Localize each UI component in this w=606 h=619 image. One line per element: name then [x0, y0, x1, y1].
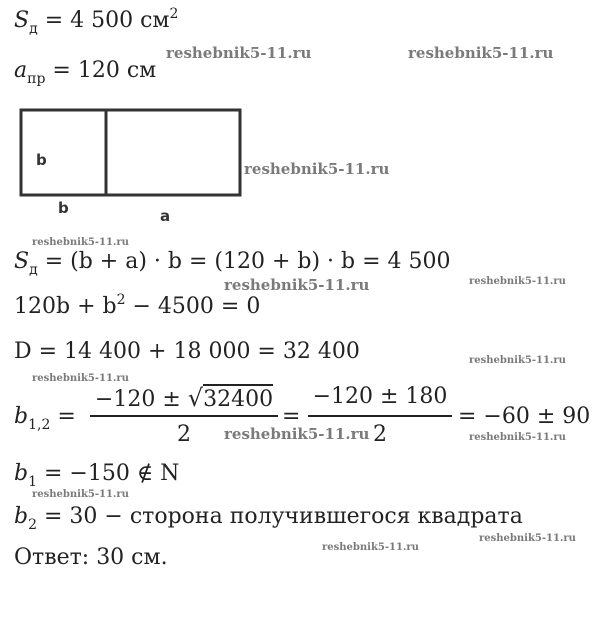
watermark: reshebnik5-11.ru	[469, 355, 566, 366]
roots-subscript: 1,2	[28, 417, 51, 433]
watermark: reshebnik5-11.ru	[166, 44, 312, 62]
area-subscript: д	[29, 21, 38, 37]
roots-rhs: = −60 ± 90	[458, 404, 591, 429]
watermark: reshebnik5-11.ru	[469, 276, 566, 287]
quadratic-part-b: − 4500 = 0	[125, 294, 261, 319]
fraction1-numerator	[88, 384, 280, 412]
b1-symbol: b	[14, 461, 29, 486]
discriminant-text: D = 14 400 + 18 000 = 32 400	[14, 339, 360, 364]
fraction1-bar	[90, 415, 278, 417]
sqrt-icon: √	[187, 384, 204, 412]
quadratic-line	[14, 294, 260, 320]
area-eq-rest: = (b + a) · b = (120 + b) · b = 4 500	[37, 249, 451, 274]
label-b-inside: b	[36, 151, 47, 169]
fraction1-numerator-left: −120 ±	[94, 387, 188, 412]
watermark: reshebnik5-11.ru	[469, 432, 566, 443]
answer-line: Ответ: 30 см.	[14, 545, 168, 570]
watermark: reshebnik5-11.ru	[322, 542, 419, 553]
roots-lhs	[14, 404, 76, 433]
fraction1-denominator: 2	[177, 422, 191, 447]
b1-line	[14, 461, 180, 490]
perimeter-symbol: a	[14, 58, 28, 83]
area-equation-line	[14, 249, 451, 278]
watermark: reshebnik5-11.ru	[244, 160, 390, 178]
quadratic-power: 2	[116, 292, 126, 308]
area-value: = 4 500 см	[37, 8, 170, 33]
fraction2-bar	[308, 415, 452, 417]
b2-subscript: 2	[28, 517, 38, 533]
perimeter-subscript: пр	[27, 71, 46, 87]
roots-symbol: b	[14, 404, 29, 429]
label-a-bottom: a	[160, 207, 171, 225]
fraction2-numerator: −120 ± 180	[312, 384, 448, 409]
b2-text: = 30 − сторона получившегося квадрата	[37, 504, 523, 529]
b1-subscript: 1	[28, 474, 38, 490]
area-unit-power: 2	[169, 6, 179, 22]
fraction-evaluated	[306, 384, 454, 454]
perimeter-value: = 120 см	[45, 58, 157, 83]
b2-line	[14, 504, 523, 533]
fraction-equals: =	[282, 404, 301, 429]
watermark: reshebnik5-11.ru	[479, 533, 576, 544]
watermark: reshebnik5-11.ru	[224, 276, 370, 294]
b1-text: = −150 ∉ N	[37, 461, 180, 486]
watermark: reshebnik5-11.ru	[32, 489, 129, 500]
fraction2-denominator: 2	[373, 422, 387, 447]
area-symbol: S	[14, 8, 30, 33]
label-b-bottom: b	[58, 199, 69, 217]
fraction-quadratic-formula	[88, 384, 280, 454]
quadratic-part-a: 120b + b	[14, 294, 117, 319]
discriminant-line	[14, 339, 360, 365]
area-eq-symbol: S	[14, 249, 30, 274]
area-eq-subscript: д	[29, 262, 38, 278]
b2-symbol: b	[14, 504, 29, 529]
radicand: 32400	[203, 384, 273, 412]
roots-equals: =	[50, 404, 76, 429]
watermark: reshebnik5-11.ru	[408, 44, 554, 62]
watermark: reshebnik5-11.ru	[224, 425, 370, 443]
outer-rectangle	[21, 110, 240, 195]
watermark: reshebnik5-11.ru	[32, 373, 129, 384]
watermark: reshebnik5-11.ru	[32, 237, 129, 248]
